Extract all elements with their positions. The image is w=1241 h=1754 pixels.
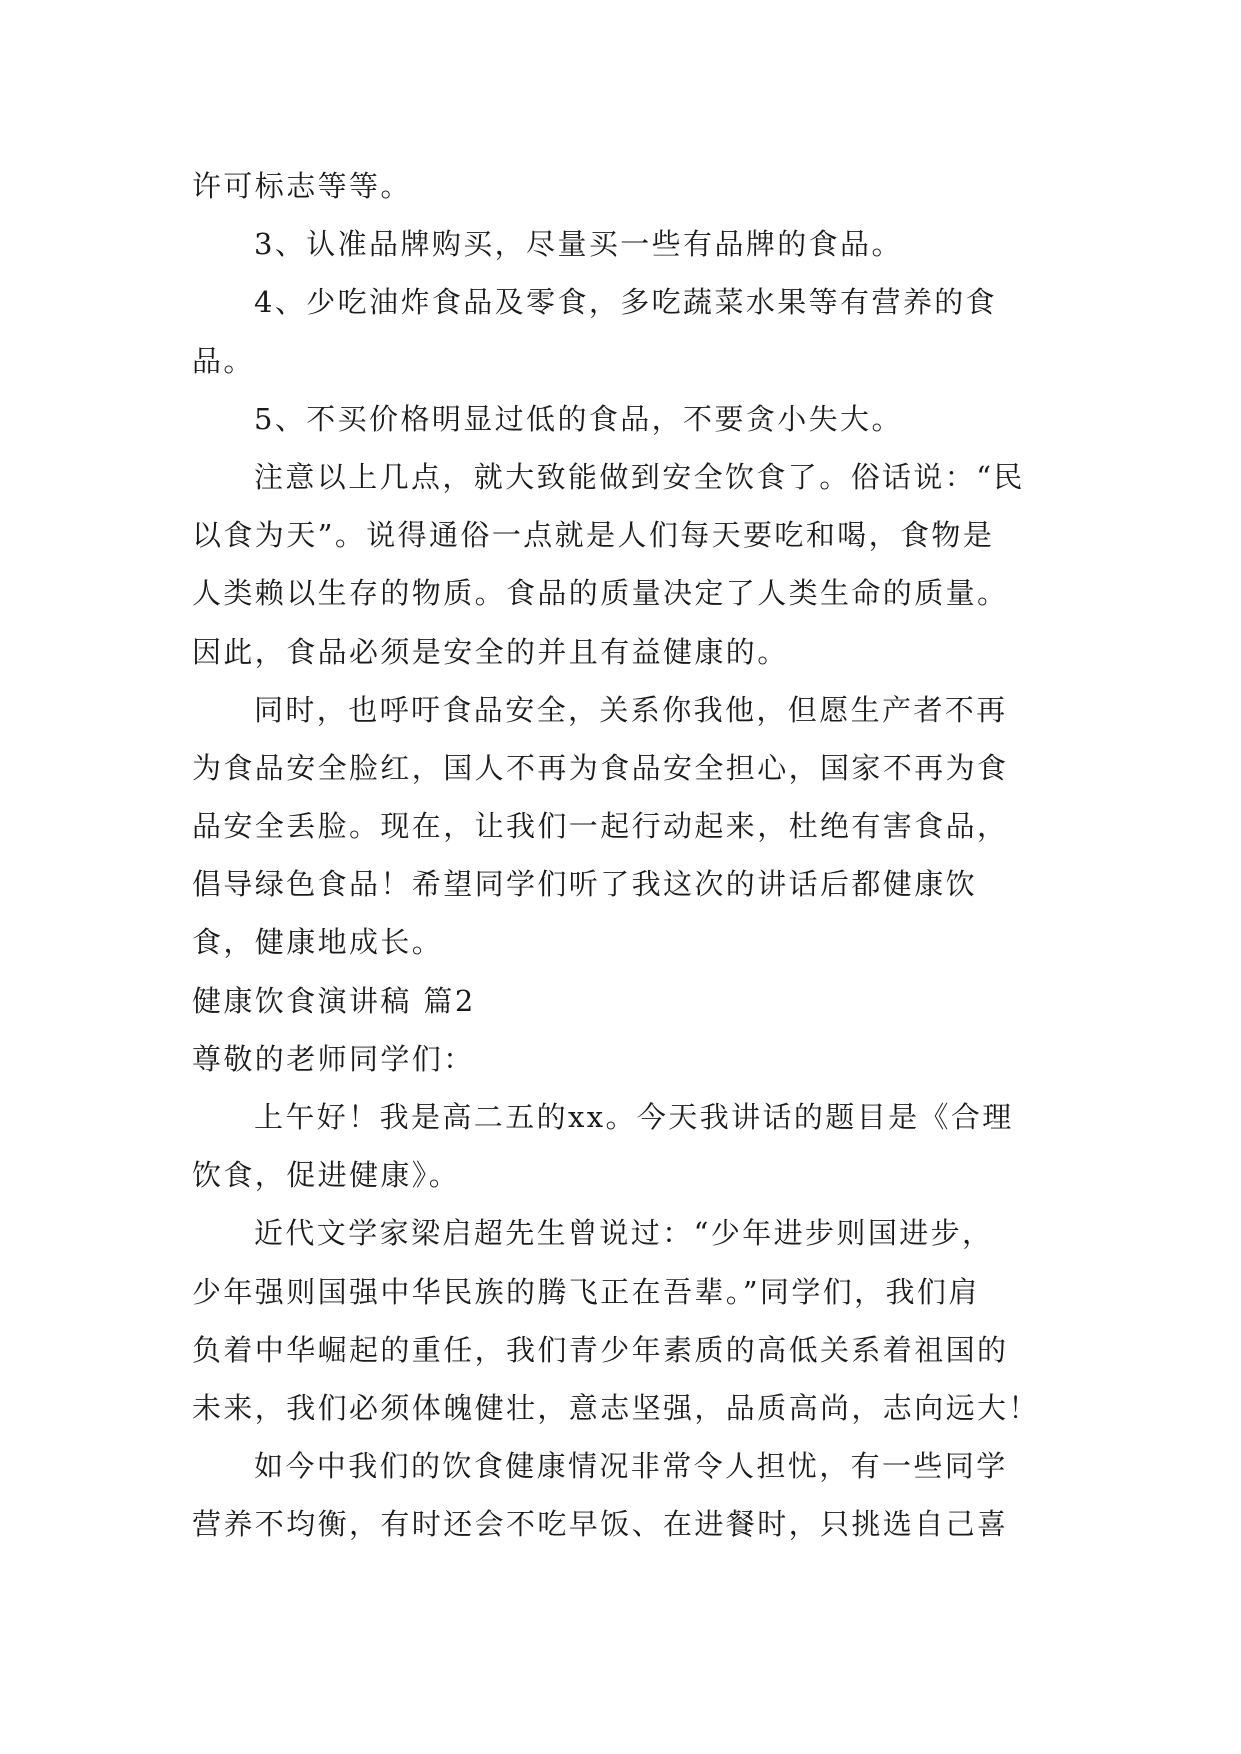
text-line: 品。: [192, 343, 255, 378]
text-line: 品安全丢脸。现在，让我们一起行动起来，杜绝有害食品，: [192, 809, 1009, 844]
text-line: 尊敬的老师同学们：: [192, 1041, 475, 1076]
text-line: 食，健康地成长。: [192, 925, 444, 960]
text-line: 营养不均衡，有时还会不吃早饭、在进餐时，只挑选自己喜: [192, 1507, 1009, 1542]
text-line: 饮食，促进健康》。: [192, 1158, 461, 1193]
text-line: 3、认准品牌购买，尽量买一些有品牌的食品。: [254, 227, 903, 262]
text-line: 为食品安全脸红，国人不再为食品安全担心，国家不再为食: [192, 750, 1009, 785]
text-line: 许可标志等等。: [192, 169, 412, 203]
text-line: 上午好！我是高二五的xx。今天我讲话的题目是《合理: [254, 1100, 1014, 1134]
text-line: 以食为天”。说得通俗一点就是人们每天要吃和喝，食物是: [192, 518, 995, 553]
text-line: 5、不买价格明显过低的食品，不要贪小失大。: [254, 401, 903, 436]
text-line: 倡导绿色食品！希望同学们听了我这次的讲话后都健康饮: [192, 867, 978, 902]
text-line: 人类赖以生存的物质。食品的质量决定了人类生命的质量。: [192, 576, 1009, 611]
text-line: 注意以上几点，就大致能做到安全饮食了。俗话说：“民: [254, 459, 1025, 494]
text-line: 少年强则国强中华民族的腾飞正在吾辈。”同学们，我们肩: [192, 1274, 980, 1309]
text-line: 4、少吃油炸食品及零食，多吃蔬菜水果等有营养的食: [254, 285, 998, 320]
text-line: 未来，我们必须体魄健壮，意志坚强，品质高尚，志向远大！: [192, 1390, 1040, 1425]
document-body: [192, 157, 1072, 1554]
text-line: 健康饮食演讲稿 篇2: [192, 983, 476, 1018]
text-line: 因此，食品必须是安全的并且有益健康的。: [192, 634, 789, 669]
text-line: 近代文学家梁启超先生曾说过：“少年进步则国进步，: [254, 1216, 994, 1251]
text-line: 同时，也呼吁食品安全，关系你我他，但愿生产者不再: [254, 692, 1008, 727]
text-line: 如今中我们的饮食健康情况非常令人担忧，有一些同学: [254, 1449, 1008, 1484]
text-line: 负着中华崛起的重任，我们青少年素质的高低关系着祖国的: [192, 1332, 1009, 1367]
